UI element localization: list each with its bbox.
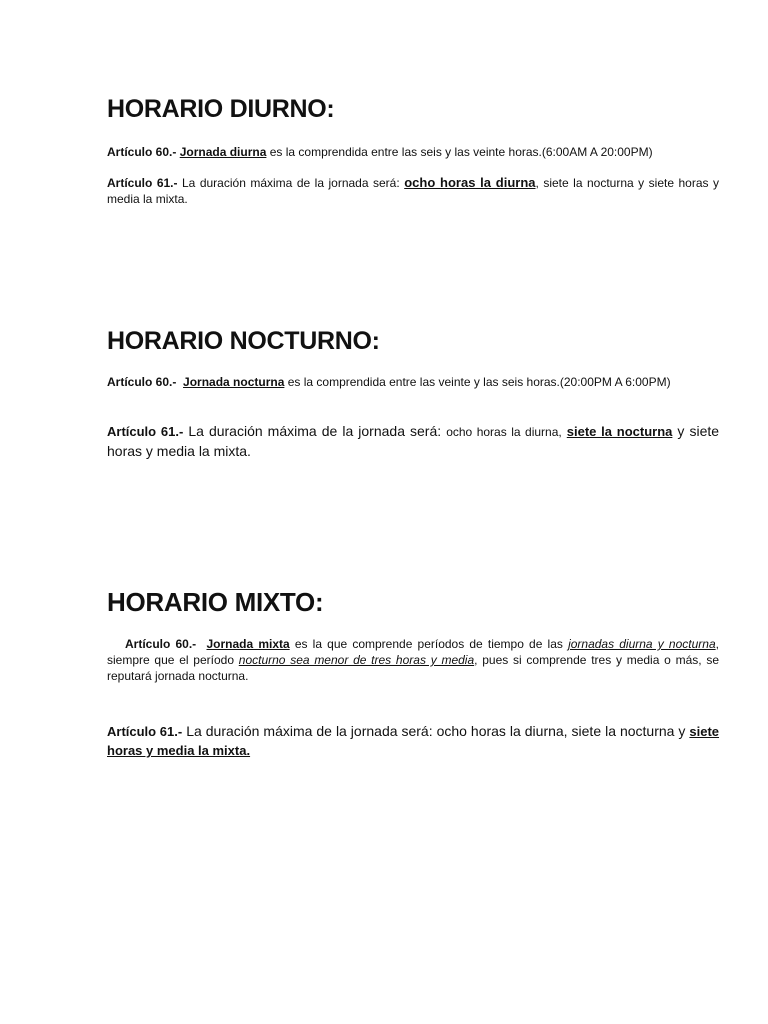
article-label: Artículo 60.-: [125, 637, 197, 651]
article-label: Artículo 61.-: [107, 424, 184, 439]
article-label: Artículo 60.-: [107, 145, 177, 159]
article-text-continued: , siempre que el período: [107, 637, 719, 667]
article-label: Artículo 61.-: [107, 176, 178, 190]
hours-range: (6:00AM A 20:00PM): [541, 145, 653, 159]
term-jornada-mixta: Jornada mixta: [206, 637, 290, 651]
term-jornada-diurna: Jornada diurna: [179, 145, 267, 159]
heading-horario-mixto: HORARIO MIXTO:: [107, 587, 324, 617]
diurno-articulo-61: [107, 175, 719, 207]
article-text: es la que comprende períodos de tiempo de las: [294, 637, 563, 651]
heading-horario-nocturno: HORARIO NOCTURNO:: [107, 327, 380, 355]
article-text-final: , pues si comprende tres y media o más, se reputará jornada nocturna.: [107, 653, 719, 683]
article-text: La duración máxima de la jornada será:: [188, 423, 442, 439]
nocturno-articulo-61: [107, 422, 719, 461]
article-text-small: ocho horas la diurna,: [446, 425, 562, 439]
mixto-articulo-60: [107, 636, 719, 684]
emphasis-ocho-horas: ocho horas la diurna: [404, 175, 536, 190]
article-text: es la comprendida entre las veinte y las seis horas.: [287, 375, 560, 389]
article-text-continued: y siete horas y media la mixta.: [107, 423, 720, 459]
article-text: La duración máxima de la jornada será:: [182, 176, 400, 190]
article-text: es la comprendida entre las seis y las veinte horas.: [269, 145, 542, 159]
mixto-articulo-61: [107, 722, 719, 760]
article-label: Artículo 61.-: [107, 724, 183, 739]
emphasis-nocturno-menor: nocturno sea menor de tres horas y media: [238, 653, 475, 667]
diurno-articulo-60: [107, 144, 719, 160]
heading-horario-diurno: HORARIO DIURNO:: [107, 95, 335, 123]
nocturno-articulo-60: [107, 374, 719, 390]
term-jornada-nocturna: Jornada nocturna: [183, 375, 285, 389]
article-text: La duración máxima de la jornada será: ocho horas la diurna, siete la nocturna y: [186, 723, 686, 739]
emphasis-jornadas-diurna-nocturna: jornadas diurna y nocturna: [568, 637, 716, 651]
emphasis-siete-horas-mixta: siete horas y media la mixta.: [107, 724, 720, 758]
hours-range: (20:00PM A 6:00PM): [559, 375, 671, 389]
emphasis-siete-nocturna: siete la nocturna: [566, 424, 673, 439]
article-text-continued: , siete la nocturna y siete horas y media la mixta.: [107, 176, 719, 206]
article-label: Artículo 60.-: [107, 375, 177, 389]
